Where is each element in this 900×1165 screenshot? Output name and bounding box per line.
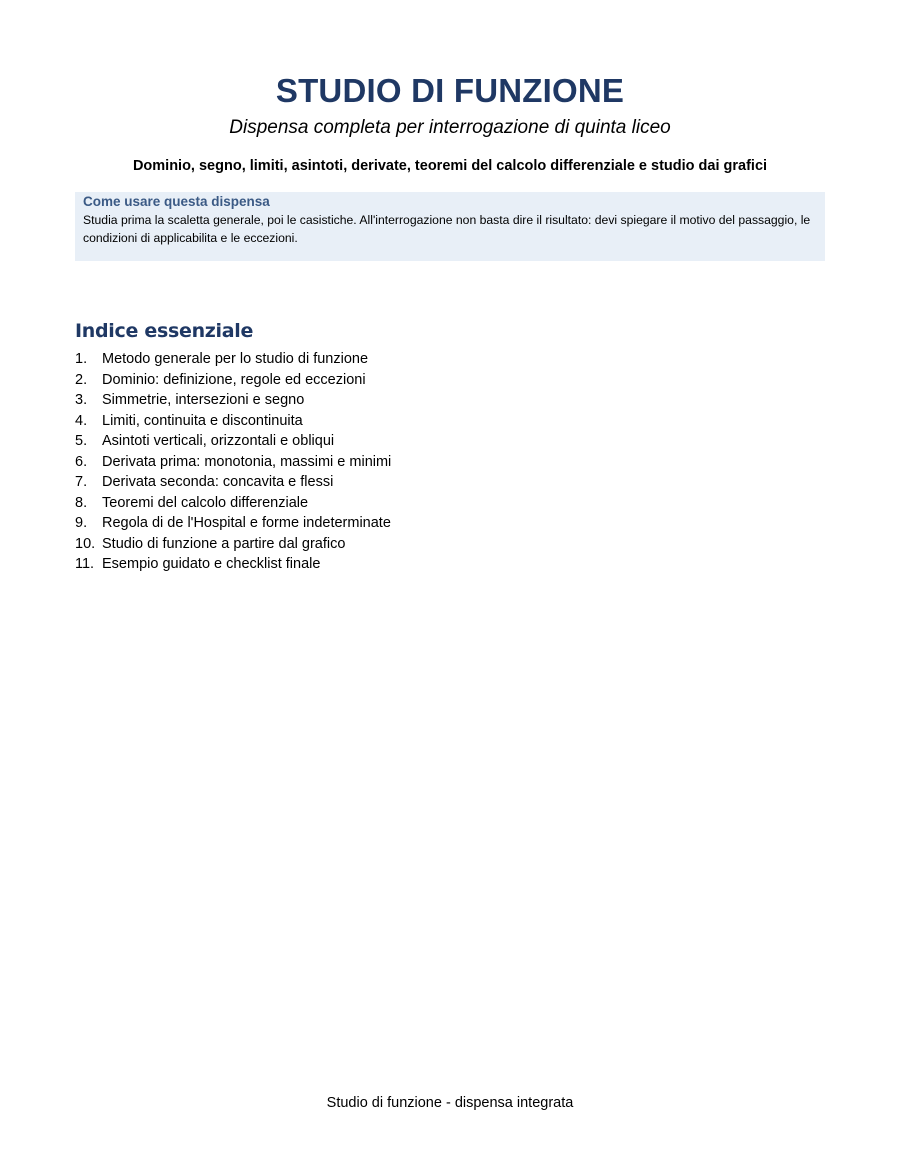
index-item-number: 9. [75, 515, 88, 531]
index-item [75, 554, 391, 575]
document-topics: Dominio, segno, limiti, asintoti, derivate, teoremi del calcolo differenziale e studio dai grafici [132, 158, 768, 174]
index-list [75, 349, 391, 575]
index-item [75, 411, 391, 432]
index-item-label: Metodo generale per lo studio di funzione [102, 351, 369, 367]
index-item-label: Simmetrie, intersezioni e segno [102, 392, 305, 408]
index-item-label: Teoremi del calcolo differenziale [102, 494, 309, 511]
index-item [75, 452, 391, 473]
usage-note-box [75, 192, 825, 261]
document-title: STUDIO DI FUNZIONE [275, 72, 625, 109]
index-item-label: Limiti, continuita e discontinuita [102, 412, 303, 429]
index-item [75, 349, 391, 370]
usage-note-heading: Come usare questa dispensa [83, 194, 270, 209]
index-item [75, 431, 391, 452]
index-item-number: 3. [75, 392, 88, 408]
index-item-number: 2. [75, 371, 88, 388]
index-item-label: Esempio guidato e checklist finale [102, 556, 321, 572]
document-subtitle: Dispensa completa per interrogazione di quinta liceo [229, 117, 671, 138]
index-item-number: 7. [75, 474, 88, 490]
index-item-label: Asintoti verticali, orizzontali e obliqui [102, 433, 335, 449]
index-item-label: Regola di de l'Hospital e forme indeterminate [102, 515, 391, 531]
index-item-number: 11. [75, 556, 95, 572]
usage-note-text: Studia prima la scaletta generale, poi le casistiche. All'interrogazione non basta dire il risultato: devi spiegare il motivo del passaggio, le condizioni di applicabilita e le eccezioni. [83, 213, 811, 245]
index-item-number: 10. [75, 535, 96, 552]
index-item [75, 534, 391, 555]
index-item-label: Derivata seconda: concavita e flessi [102, 474, 334, 490]
index-item-number: 8. [75, 494, 88, 511]
index-item-number: 5. [75, 433, 88, 449]
index-item [75, 370, 391, 391]
page-footer: Studio di funzione - dispensa integrata [326, 1095, 574, 1111]
index-heading: Indice essenziale [75, 320, 254, 342]
index-item-label: Derivata prima: monotonia, massimi e minimi [102, 453, 392, 470]
index-item [75, 513, 391, 534]
index-item-number: 4. [75, 412, 88, 429]
index-item [75, 472, 391, 493]
index-item-number: 1. [75, 351, 88, 367]
index-item [75, 493, 391, 514]
index-item [75, 390, 391, 411]
index-item-label: Studio di funzione a partire dal grafico [102, 535, 346, 552]
index-item-number: 6. [75, 453, 88, 470]
index-item-label: Dominio: definizione, regole ed eccezioni [102, 371, 366, 388]
